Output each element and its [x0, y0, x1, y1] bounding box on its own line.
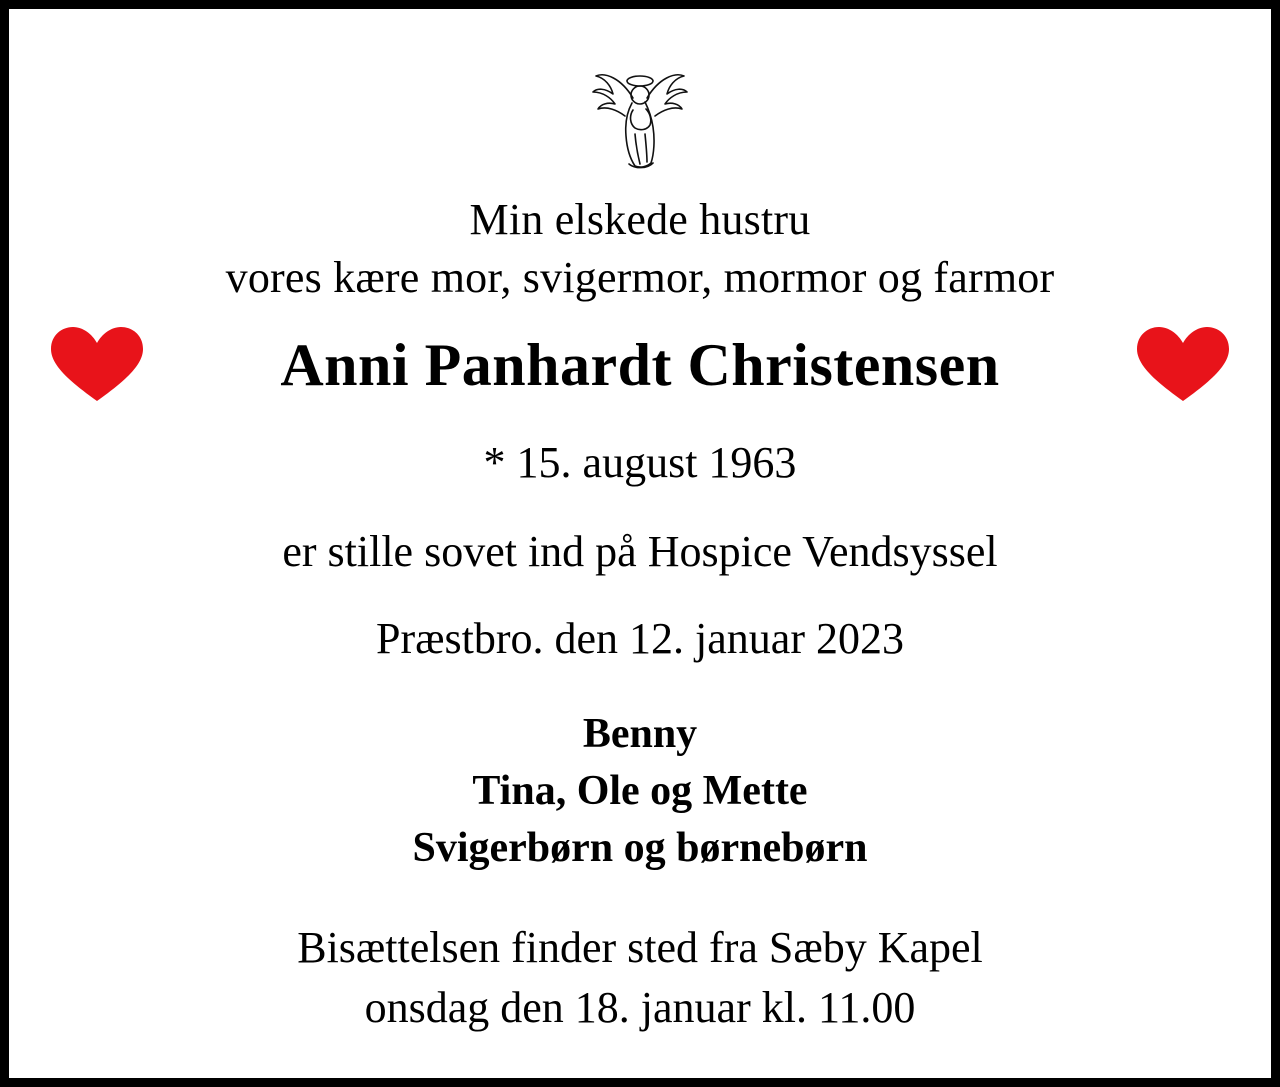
deceased-name: Anni Panhardt Christensen [280, 331, 1000, 398]
funeral-details [297, 918, 983, 1037]
survivor-line-3: Svigerbørn og børnebørn [412, 824, 868, 871]
heart-icon [1135, 325, 1231, 405]
intro-line-2: vores kære mor, svigermor, mormor og farmor [225, 253, 1055, 303]
passing-text: er stille sovet ind på Hospice Vendsyssel [282, 527, 998, 577]
survivor-line-1: Benny [582, 711, 698, 758]
survivors-list [412, 706, 867, 876]
funeral-line-1: Bisættelsen finder sted fra Sæby Kapel [297, 923, 983, 973]
name-row [49, 325, 1231, 405]
heart-icon [49, 325, 145, 405]
place-and-date: Præstbro. den 12. januar 2023 [376, 614, 904, 664]
intro-text [226, 191, 1055, 307]
funeral-line-2: onsdag den 18. januar kl. 11.00 [364, 982, 916, 1032]
angel-icon [580, 63, 700, 173]
intro-line-1: Min elskede hustru [469, 195, 811, 244]
birth-date: * 15. august 1963 [483, 438, 797, 488]
survivor-line-2: Tina, Ole og Mette [472, 767, 808, 814]
